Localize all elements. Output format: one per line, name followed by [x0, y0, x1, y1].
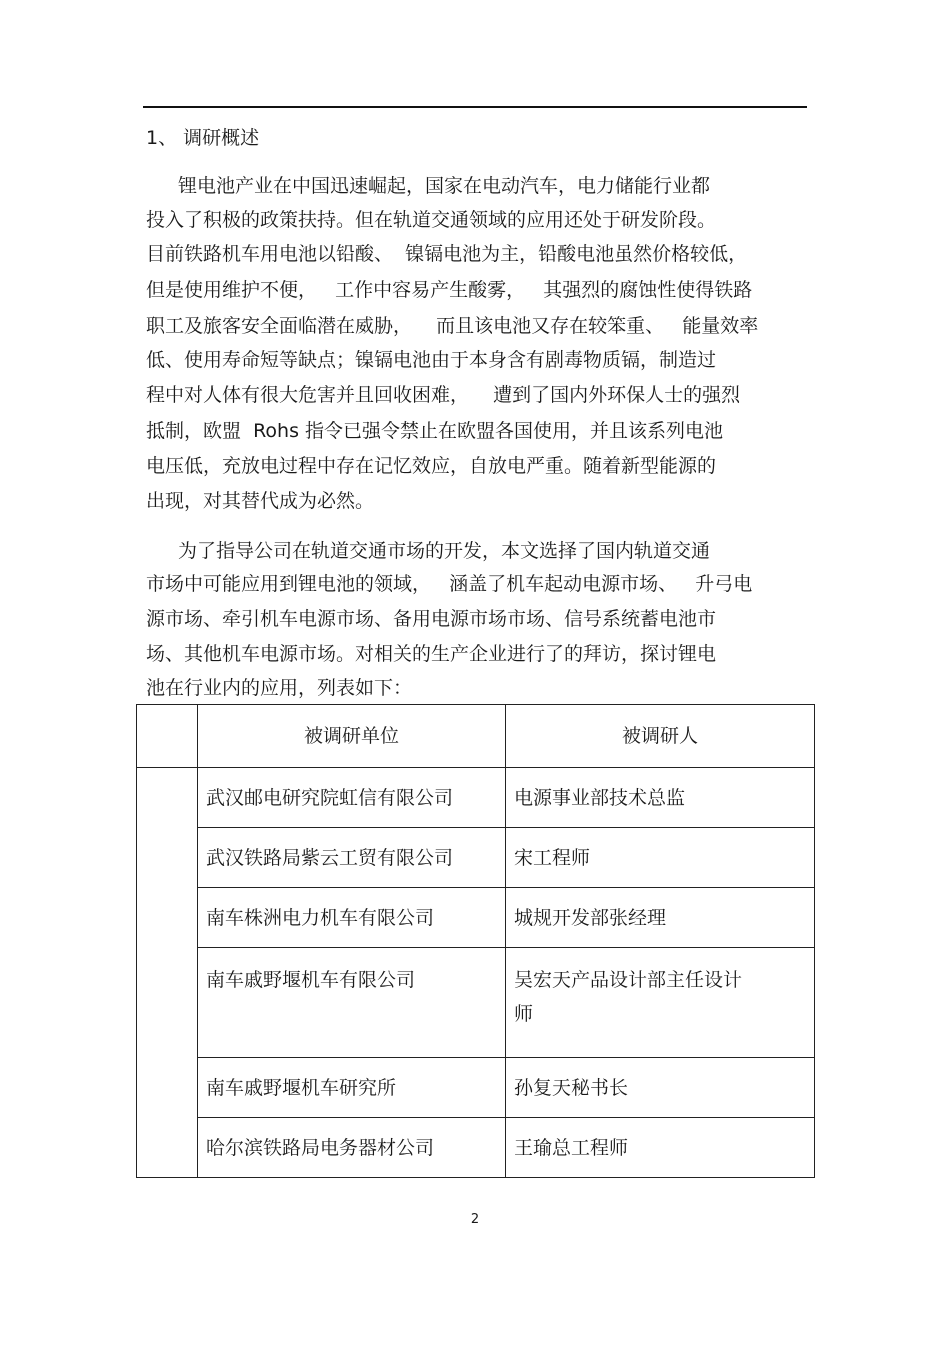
para1-line: 程中对人体有很大危害并且回收困难， 遭到了国内外环保人士的强烈 [146, 384, 741, 406]
para2-line: 场、其他机车电源市场。对相关的生产企业进行了的拜访，探讨锂电 [146, 643, 717, 665]
para1-line: 出现，对其替代成为必然。 [146, 490, 375, 512]
unit-cell: 哈尔滨铁路局电务器材公司 [198, 1118, 506, 1178]
unit-cell: 武汉邮电研究院虹信有限公司 [198, 768, 506, 828]
table-header-row [137, 705, 815, 768]
para2-line: 为了指导公司在轨道交通市场的开发，本文选择了国内轨道交通 [178, 540, 711, 562]
para1-line: 锂电池产业在中国迅速崛起，国家在电动汽车，电力储能行业都 [178, 175, 711, 197]
header-unit: 被调研单位 [198, 705, 506, 768]
para1-line: 目前铁路机车用电池以铅酸、 镍镉电池为主，铅酸电池虽然价格较低， [146, 243, 748, 265]
table-row [137, 768, 815, 828]
person-cell: 王瑜总工程师 [506, 1118, 815, 1178]
unit-cell: 武汉铁路局紫云工贸有限公司 [198, 828, 506, 888]
para1-line: 但是使用维护不便， 工作中容易产生酸雾， 其强烈的腐蚀性使得铁路 [146, 279, 753, 301]
table-row [137, 1118, 815, 1178]
merged-blank-cell [137, 768, 198, 1178]
para2-line: 池在行业内的应用，列表如下： [146, 677, 413, 699]
page-number: 2 [470, 1212, 480, 1227]
para2-line: 源市场、牵引机车电源市场、备用电源市场市场、信号系统蓄电池市 [146, 608, 717, 630]
unit-cell: 南车株洲电力机车有限公司 [198, 888, 506, 948]
para1-line: 抵制，欧盟 Rohs 指令已强令禁止在欧盟各国使用，并且该系列电池 [146, 420, 724, 442]
para2-line: 市场中可能应用到锂电池的领域， 涵盖了机车起动电源市场、 升弓电 [146, 573, 753, 595]
table-row [137, 948, 815, 1058]
person-line: 吴宏天产品设计部主任设计 [514, 969, 743, 991]
unit-cell: 南车戚野堰机车研究所 [198, 1058, 506, 1118]
table-row [137, 828, 815, 888]
header-rule [143, 106, 807, 108]
person-cell [506, 948, 815, 1058]
person-cell: 城规开发部张经理 [506, 888, 815, 948]
person-cell: 宋工程师 [506, 828, 815, 888]
survey-table [136, 704, 815, 1178]
person-line: 师 [514, 1003, 534, 1025]
section-title: 1、 调研概述 [146, 127, 260, 149]
para1-line: 低、使用寿命短等缺点；镍镉电池由于本身含有剧毒物质镉，制造过 [146, 349, 717, 371]
para1-line: 投入了积极的政策扶持。但在轨道交通领域的应用还处于研发阶段。 [146, 209, 717, 231]
para1-line: 职工及旅客安全面临潜在威胁， 而且该电池又存在较笨重、 能量效率 [146, 315, 759, 337]
table-row [137, 1058, 815, 1118]
header-person: 被调研人 [506, 705, 815, 768]
person-cell: 孙复天秘书长 [506, 1058, 815, 1118]
person-cell: 电源事业部技术总监 [506, 768, 815, 828]
unit-cell: 南车戚野堰机车有限公司 [198, 948, 506, 1058]
table-row [137, 888, 815, 948]
para1-line: 电压低，充放电过程中存在记忆效应，自放电严重。随着新型能源的 [146, 455, 717, 477]
header-blank-cell [137, 705, 198, 768]
